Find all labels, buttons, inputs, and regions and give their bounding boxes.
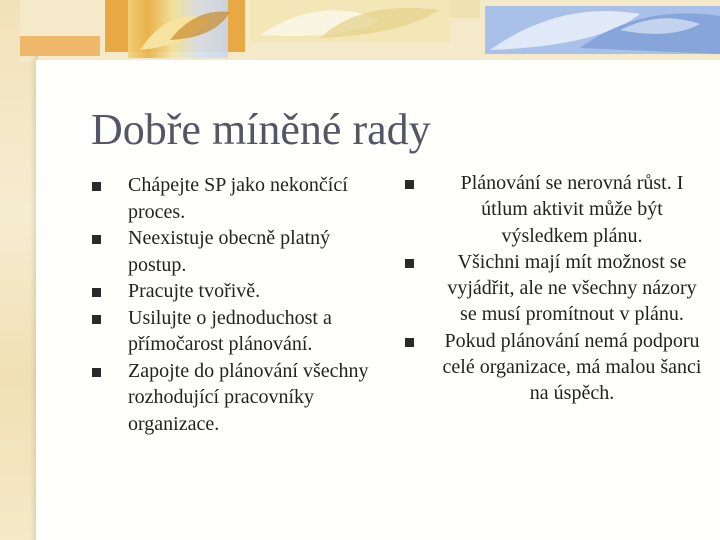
- leaf-banner-image: [20, 0, 720, 62]
- square-bullet-icon: [92, 235, 101, 244]
- list-item: Pracujte tvořivě.: [92, 278, 392, 305]
- square-bullet-icon: [405, 338, 414, 347]
- square-bullet-icon: [92, 182, 101, 191]
- square-bullet-icon: [92, 315, 101, 324]
- list-item: Plánování se nerovná růst. I útlum aktivit může být výsledkem plánu.: [405, 170, 705, 249]
- list-item: Zapojte do plánování všechny rozhodující pracovníky organizace.: [92, 358, 392, 438]
- list-item: Neexistuje obecně platný postup.: [92, 225, 392, 278]
- list-item: Všichni mají mít možnost se vyjádřit, ale ne všechny názory se musí promítnout v plánu.: [405, 249, 705, 328]
- list-item: Pokud plánování nemá podporu celé organizace, má malou šanci na úspěch.: [405, 328, 705, 407]
- square-bullet-icon: [92, 368, 101, 377]
- left-bullet-list: [92, 172, 392, 437]
- list-item: Usilujte o jednoduchost a přímočarost plánování.: [92, 305, 392, 358]
- slide-title: Dobře míněné rady: [91, 105, 431, 154]
- square-bullet-icon: [92, 288, 101, 297]
- square-bullet-icon: [405, 180, 414, 189]
- list-item: Chápejte SP jako nekončící proces.: [92, 172, 392, 225]
- square-bullet-icon: [405, 259, 414, 268]
- right-bullet-list: [405, 170, 705, 407]
- decorative-banner: [20, 0, 720, 62]
